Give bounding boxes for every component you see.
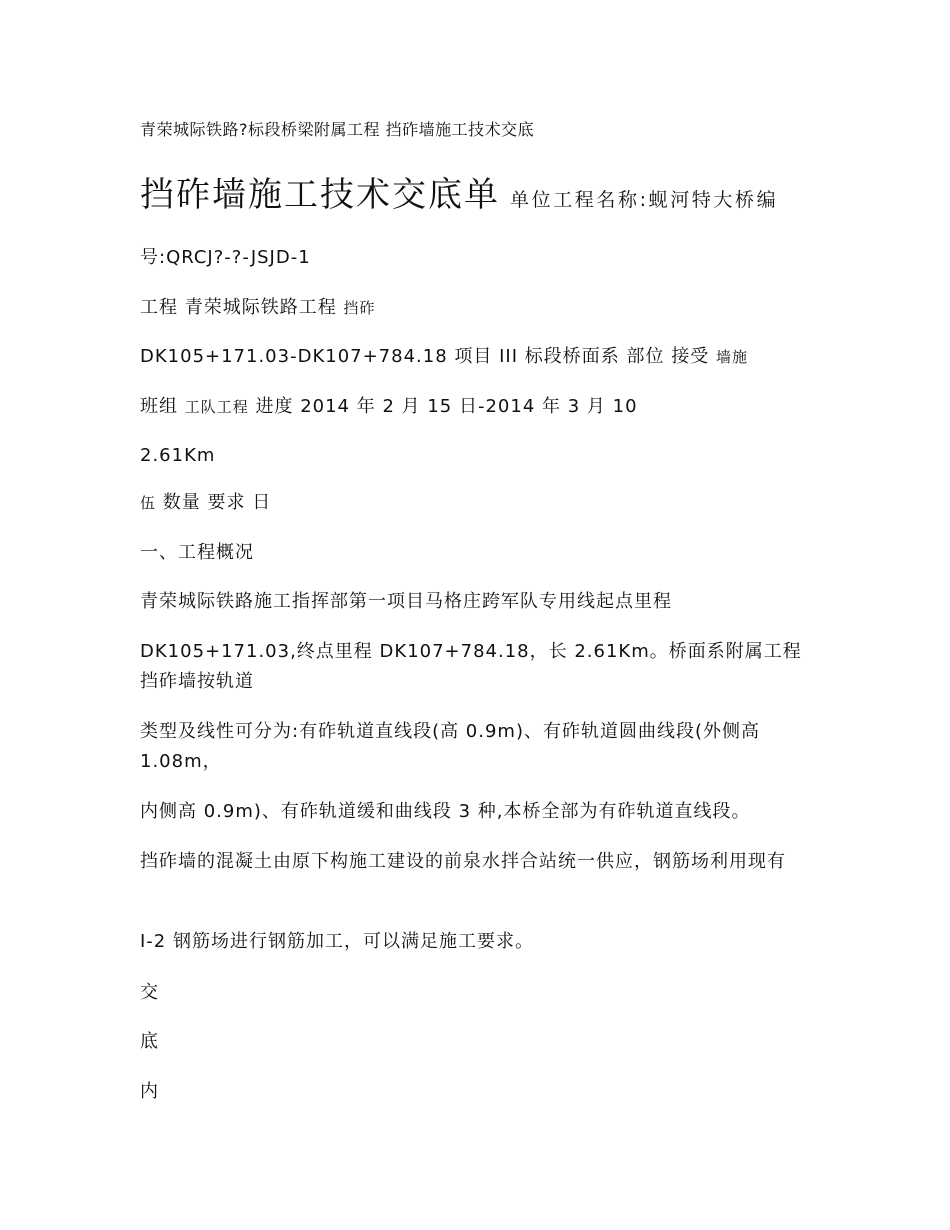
quantity-fragment: 伍 (140, 494, 157, 512)
mileage-row (140, 342, 820, 372)
overview-paragraph-2: DK105+171.03,终点里程 DK107+784.18，长 2.61Km。桥面系附属工程挡砟墙按轨道 (140, 641, 802, 692)
project-fragment: 挡砟 (343, 299, 376, 317)
document-number: 号:QRCJ?-?-JSJD-1 (140, 247, 311, 268)
title-row (140, 170, 820, 220)
mileage-fragment: 墙施 (715, 348, 748, 366)
overview-paragraph-4: 内侧高 0.9m)、有砟轨道缓和曲线段 3 种,本桥全部为有砟轨道直线段。 (140, 801, 751, 822)
team-fragment: 工队工程 (184, 398, 249, 416)
mileage-text: DK105+171.03-DK107+784.18 项目 III 标段桥面系 部位 接受 (140, 346, 710, 367)
vertical-label-char-3: 内 (140, 1081, 159, 1102)
team-row (140, 392, 820, 422)
schedule-text: 进度 2014 年 2 月 15 日-2014 年 3 月 10 (255, 396, 638, 417)
overview-paragraph-6: I-2 钢筋场进行钢筋加工，可以满足施工要求。 (140, 931, 534, 952)
project-row (140, 293, 820, 323)
vertical-label-char-1: 交 (140, 982, 159, 1003)
overview-paragraph-5: 挡砟墙的混凝土由原下构施工建设的前泉水拌合站统一供应，钢筋场利用现有 (140, 851, 786, 872)
quantity-text: 数量 要求 日 (162, 492, 272, 513)
length-text: 2.61Km (140, 445, 216, 466)
overview-paragraph-3: 类型及线性可分为:有砟轨道直线段(高 0.9m)、有砟轨道圆曲线段(外侧高 1.08m， (140, 721, 761, 772)
team-label: 班组 (140, 396, 178, 417)
section-heading: 一、工程概况 (140, 542, 254, 563)
document-title: 挡砟墙施工技术交底单 (140, 175, 500, 215)
document-header: 青荣城际铁路?标段桥梁附属工程 挡砟墙施工技术交底 (140, 120, 535, 139)
overview-paragraph-1: 青荣城际铁路施工指挥部第一项目马格庄跨军队专用线起点里程 (140, 591, 672, 612)
project-label: 工程 青荣城际铁路工程 (140, 297, 337, 318)
quantity-row (140, 488, 820, 518)
unit-project-name: 单位工程名称:蚬河特大桥编 (510, 189, 779, 211)
vertical-label-char-2: 底 (140, 1031, 159, 1052)
